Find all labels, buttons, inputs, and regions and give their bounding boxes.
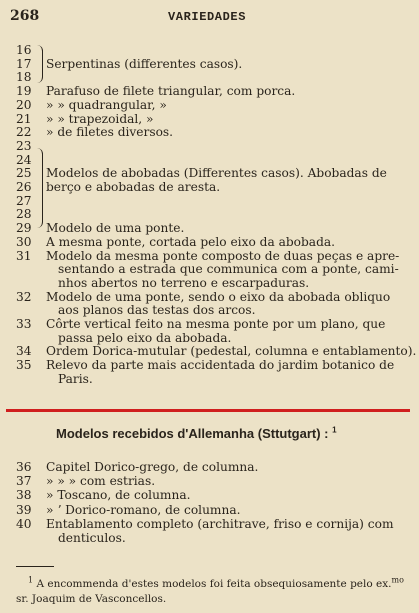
section-title-text: Modelos recebidos d'Allemanha (Sttutgart) : [56, 426, 329, 441]
item-number: 21 [16, 111, 32, 126]
footnote-line-1 [28, 575, 404, 590]
item-number: 25 [16, 166, 32, 181]
item-text: nhos abertos no terreno e escarpaduras. [58, 275, 310, 290]
item-number: 19 [16, 84, 32, 99]
item-text: Parafuso de filete triangular, com porca. [46, 84, 296, 99]
item-text: » » » com estrias. [46, 474, 156, 489]
item-number: 34 [16, 344, 32, 359]
section-title [56, 426, 337, 441]
item-text: passa pelo eixo da abobada. [58, 330, 232, 345]
item-text: Modelo de uma ponte, sendo o eixo da abobada obliquo [46, 289, 391, 304]
item-text: Entablamento completo (architrave, friso e cornija) com [46, 516, 394, 531]
item-number: 29 [16, 221, 32, 236]
footnote-line-2: sr. Joaquim de Vasconcellos. [16, 593, 167, 605]
item-text: Paris. [58, 371, 93, 386]
red-divider-line [6, 409, 410, 412]
item-number: 23 [16, 138, 32, 153]
item-text: » » quadrangular, » [46, 97, 167, 112]
footnote-superscript: mo [391, 575, 404, 585]
item-number: 32 [16, 289, 32, 304]
item-number: 31 [16, 248, 32, 263]
item-text: » de filetes diversos. [46, 125, 174, 140]
item-number: 39 [16, 502, 32, 517]
item-number: 26 [16, 180, 32, 194]
footnote-text-1: A encommenda d'estes modelos foi feita obsequiosamente pelo ex. [36, 578, 392, 590]
item-number: 27 [16, 193, 32, 208]
item-text: aos planos das testas dos arcos. [58, 303, 256, 318]
footnote-rule [16, 566, 54, 567]
item-number: 33 [16, 317, 32, 331]
item-number: 38 [16, 488, 32, 503]
footnote-reference: 1 [332, 425, 337, 435]
item-text: Modelos de abobadas (Differentes casos). Abobadas de [46, 166, 387, 181]
running-title: VARIEDADES [168, 10, 247, 24]
item-text: Capitel Dorico-grego, de columna. [46, 460, 259, 474]
item-number: 40 [16, 516, 32, 531]
item-text: berço e abobadas de aresta. [46, 180, 221, 194]
item-number: 36 [16, 460, 32, 474]
item-text: Modelo da mesma ponte composto de duas peças e apre- [46, 248, 400, 263]
item-number: 22 [16, 125, 32, 140]
brace-16-18 [36, 45, 43, 83]
footnote-mark: 1 [28, 575, 34, 585]
item-text: sentando a estrada que communica com a ponte, cami- [58, 262, 399, 277]
page-number: 268 [10, 8, 40, 24]
item-text: Relevo da parte mais accidentada do jardim botanico de [46, 358, 395, 373]
item-number: 20 [16, 97, 32, 112]
item-number: 37 [16, 474, 32, 489]
item-number: 17 [16, 56, 32, 71]
item-number: 30 [16, 234, 32, 249]
item-text: Ordem Dorica-mutular (pedestal, columna e entablamento). [46, 344, 417, 359]
item-text: A mesma ponte, cortada pelo eixo da abobada. [46, 234, 336, 249]
item-text: Côrte vertical feito na mesma ponte por um plano, que [46, 317, 386, 331]
item-text: Modelo de uma ponte. [46, 221, 185, 236]
item-number: 18 [16, 70, 32, 85]
brace-23-28 [36, 148, 43, 228]
item-number: 16 [16, 43, 32, 57]
item-text: » ʼ Dorico-romano, de columna. [46, 502, 241, 517]
item-text: » » trapezoidal, » [46, 111, 154, 126]
item-number: 24 [16, 152, 32, 167]
item-text: » Toscano, de columna. [46, 488, 191, 503]
item-text: Serpentinas (differentes casos). [46, 56, 243, 71]
item-number: 35 [16, 358, 32, 373]
item-text: denticulos. [58, 531, 126, 545]
item-number: 28 [16, 207, 32, 222]
